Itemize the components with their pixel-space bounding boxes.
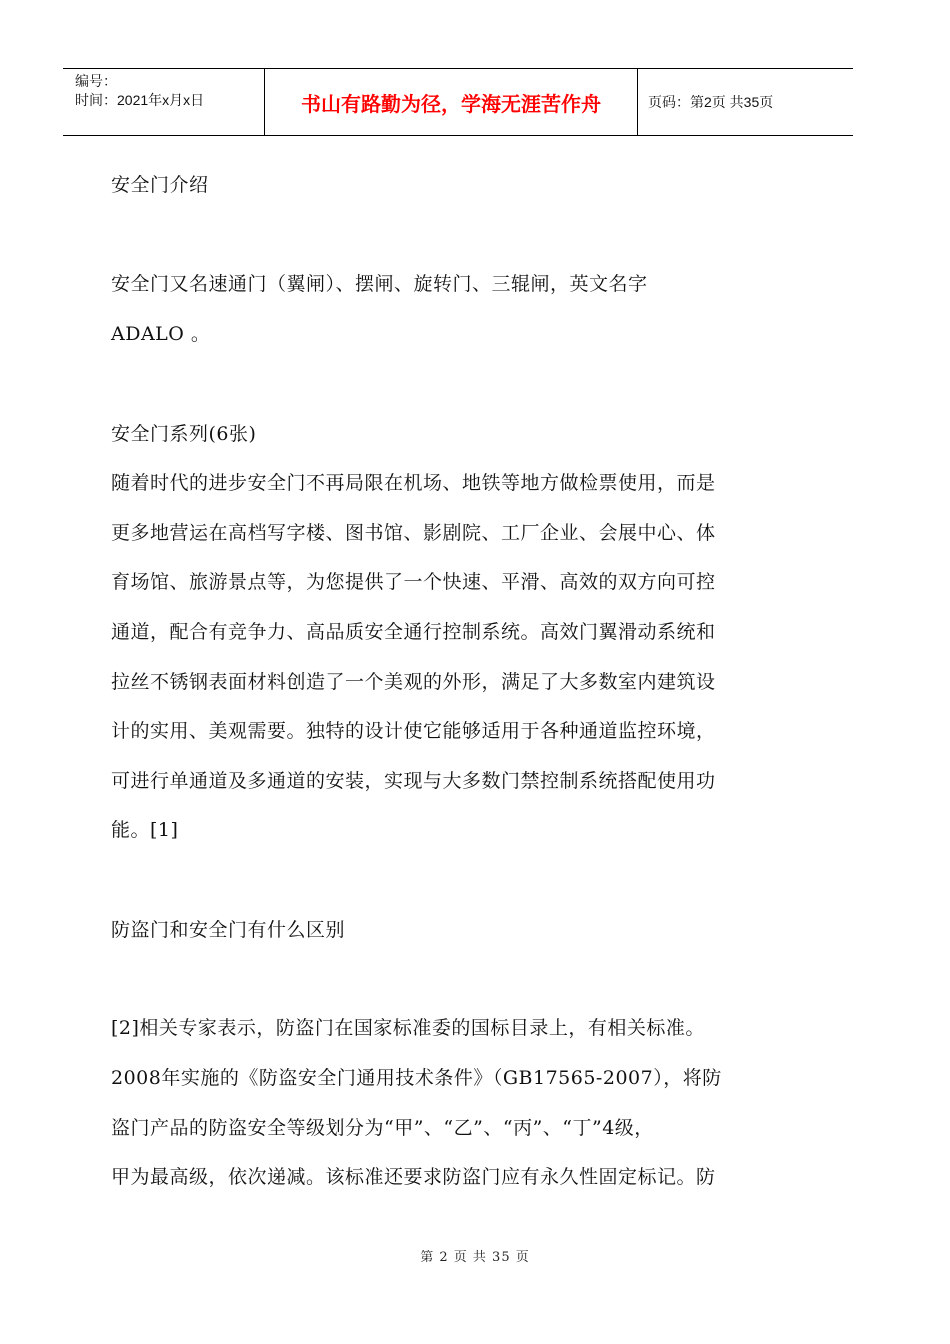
page-footer: 第 2 页 共 35 页 [420,1250,530,1265]
paragraph-line: 甲为最高级，依次递减。该标准还要求防盗门应有永久性固定标记。防 [111,1166,716,1188]
paragraph-line: 2008年实施的《防盗安全门通用技术条件》（GB17565-2007），将防 [111,1067,722,1089]
paragraph-line: 拉丝不锈钢表面材料创造了一个美观的外形，满足了大多数室内建筑设 [111,671,716,693]
document-number-label: 编号： [75,73,117,89]
paragraph-line: ADALO 。 [111,323,211,345]
paragraph-line: 随着时代的进步安全门不再局限在机场、地铁等地方做检票使用，而是 [111,472,716,494]
document-time-label: 时间：2021年x月x日 [75,92,205,108]
paragraph-line: 计的实用、美观需要。独特的设计使它能够适用于各种通道监控环境， [111,720,716,742]
paragraph-line: [2]相关专家表示，防盗门在国家标准委的国标目录上，有相关标准。 [111,1017,705,1039]
paragraph-line: 能。[1] [111,819,179,841]
header-motto: 书山有路勤为径，学海无涯苦作舟 [265,69,638,135]
page-header [63,68,853,136]
paragraph-line: 育场馆、旅游景点等，为您提供了一个快速、平滑、高效的双方向可控 [111,571,716,593]
paragraph-line: 安全门又名速通门（翼闸）、摆闸、旋转门、三辊闸，英文名字 [111,273,648,295]
section-heading: 防盗门和安全门有什么区别 [111,919,346,941]
section-heading: 安全门介绍 [111,174,209,196]
paragraph-line: 更多地营运在高档写字楼、图书馆、影剧院、工厂企业、会展中心、体 [111,522,716,544]
section-heading: 安全门系列(6张) [111,423,257,445]
paragraph-line: 通道，配合有竞争力、高品质安全通行控制系统。高效门翼滑动系统和 [111,621,716,643]
header-meta [63,69,265,135]
paragraph-line: 盗门产品的防盗安全等级划分为“甲”、“乙”、“丙”、“丁”4级， [111,1117,654,1139]
paragraph-line: 可进行单通道及多通道的安装，实现与大多数门禁控制系统搭配使用功 [111,770,716,792]
header-page-info: 页码：第2页 共35页 [648,94,774,110]
